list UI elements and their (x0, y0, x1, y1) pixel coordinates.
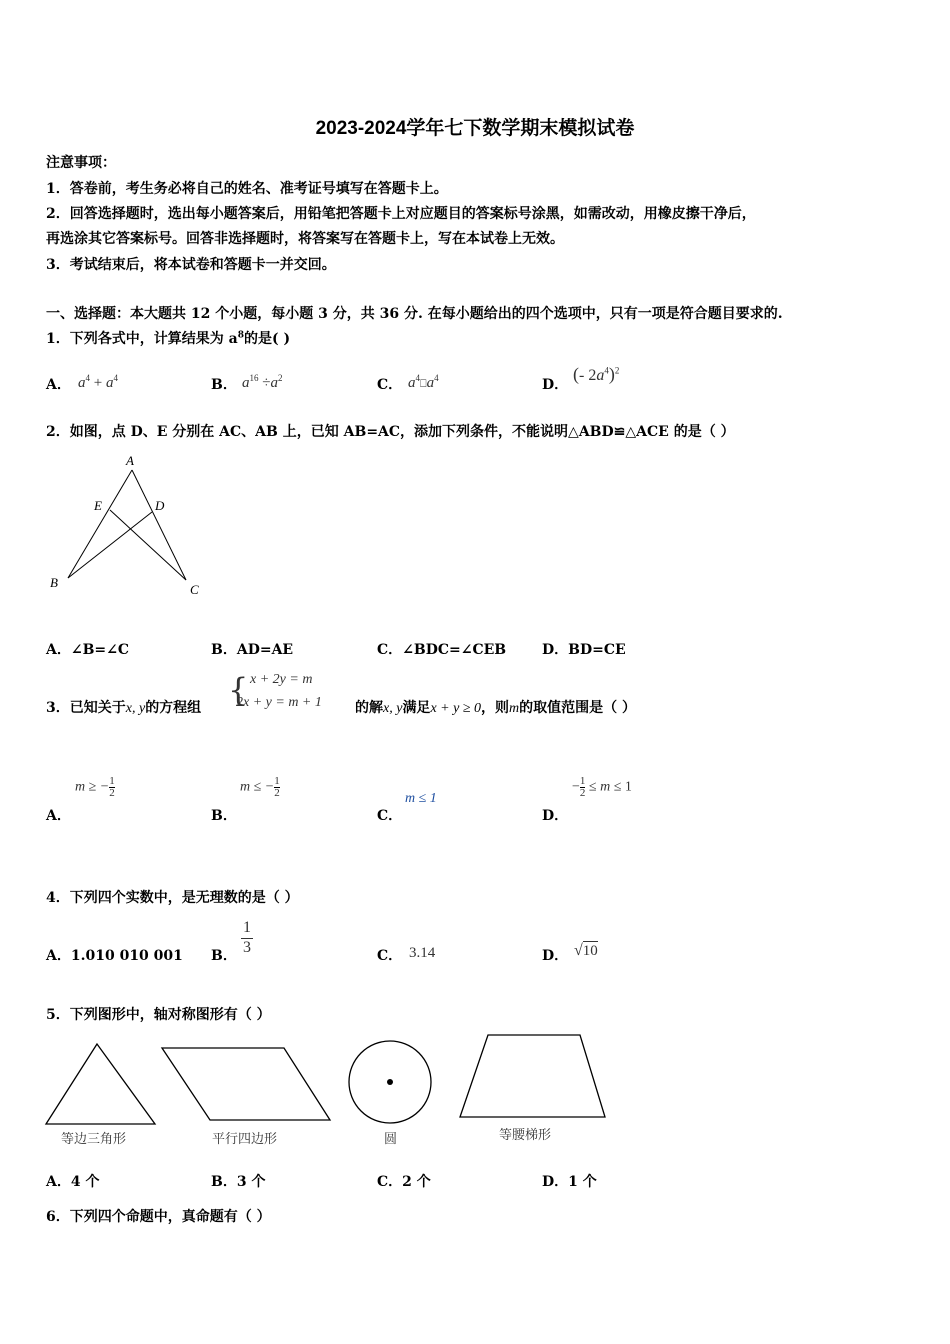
notice-item: 2．回答选择题时，选出每小题答案后，用铅笔把答题卡上对应题目的答案标号涂黑，如需改动，用橡皮擦干净后， (46, 206, 756, 222)
q4-option-b-label: B． (211, 948, 237, 964)
question-1-stem: 1．下列各式中，计算结果为 $a^8$的是( ) (46, 330, 291, 347)
question-3-stem: 3．已知关于x, y的方程组 (46, 700, 202, 716)
q3-option-c-expression: m ≤ 1 (405, 791, 437, 806)
q4-option-c-value: 3.14 (409, 945, 436, 961)
q3-option-d-label: D． (542, 808, 569, 824)
q1-option-a-expression: $a^4 + a^4$ (78, 373, 118, 391)
q4-option-b-fraction: 1 3 (243, 919, 251, 956)
q3-option-d-expression: − $\frac{1}{2}$ ≤ m ≤ 1 (572, 775, 632, 799)
q1-option-b-label: B． (211, 377, 237, 393)
q4-option-d-sqrt: √10 (574, 942, 598, 959)
q2-option-c: C．∠BDC=∠CEB (377, 642, 507, 658)
side-ab (68, 470, 132, 578)
notice-item: 再选涂其它答案标号。回答非选择题时，将答案写在答题卡上，写在本试卷上无效。 (46, 231, 564, 247)
question-6-stem: 6．下列四个命题中，真命题有（ ） (46, 1209, 271, 1225)
shape-label-parallelogram: 平行四边形 (212, 1132, 278, 1147)
q3-option-c-label: C． (377, 808, 403, 824)
q1-option-b-expression: $a^{16} \div a^2$ (242, 373, 283, 391)
question-4-stem: 4．下列四个实数中，是无理数的是（ ） (46, 890, 299, 906)
q3-option-b-label: B． (211, 808, 237, 824)
shape-label-circle: 圆 (384, 1132, 398, 1147)
q2-option-b: B．AD=AE (211, 642, 294, 658)
q3-option-a-expression: m ≥ − $\frac{1}{2}$ (75, 775, 115, 799)
vertex-label-b: B (50, 575, 58, 590)
circle-center-dot (387, 1079, 393, 1085)
q3-option-b-expression: m ≤ − $\frac{1}{2}$ (240, 775, 280, 799)
q1-option-d-label: D． (542, 377, 569, 393)
q4-option-c-label: C． (377, 948, 403, 964)
q2-option-a: A．∠B=∠C (46, 642, 130, 658)
q3-option-a-label: A． (46, 808, 71, 824)
page-title: 2023-2024学年七下数学期末模拟试卷 (315, 118, 635, 139)
shape-label-trapezoid: 等腰梯形 (499, 1128, 552, 1143)
notice-heading: 注意事项： (46, 155, 116, 171)
q4-option-a: A．1.010 010 001 (46, 948, 183, 964)
q1-option-a-label: A． (46, 377, 71, 393)
q2-option-d: D．BD=CE (542, 642, 626, 658)
question-3-stem-tail: 的解x, y满足x + y ≥ 0，则m的取值范围是（ ） (355, 700, 636, 716)
question-5-stem: 5．下列图形中，轴对称图形有（ ） (46, 1007, 271, 1023)
system-equation-1: x + 2y = m (250, 672, 313, 687)
notice-item: 3．考试结束后，将本试卷和答题卡一并交回。 (46, 257, 336, 273)
vertex-label-a: A (126, 453, 134, 468)
segment-bd (68, 512, 152, 578)
q5-option-c: C．2 个 (377, 1174, 431, 1190)
q4-option-d-label: D． (542, 948, 569, 964)
q5-option-b: B．3 个 (211, 1174, 266, 1190)
section-heading: 一、选择题：本大题共 12 个小题，每小题 3 分，共 36 分. 在每小题给出的四个选项中，只有一项是符合题目要求的. (46, 306, 783, 322)
equilateral-triangle-shape (46, 1044, 155, 1124)
q1-option-d-expression: (- $2a^4)^2$ (573, 364, 620, 384)
shape-label-triangle: 等边三角形 (61, 1132, 127, 1147)
isosceles-trapezoid-shape (460, 1035, 605, 1117)
q5-option-d: D．1 个 (542, 1174, 597, 1190)
q5-option-a: A．4 个 (46, 1174, 100, 1190)
vertex-label-d: D (155, 498, 165, 513)
notice-item: 1．答卷前，考生务必将自己的姓名、准考证号填写在答题卡上。 (46, 181, 448, 197)
q1-option-c-label: C． (377, 377, 403, 393)
system-equation-2: 2x + y = m + 1 (236, 695, 322, 710)
vertex-label-c: C (190, 582, 199, 597)
vertex-label-e: E (94, 498, 102, 513)
side-ac (132, 470, 186, 580)
triangle-figure (44, 450, 214, 600)
q1-option-c-expression: $a^4⎕a^4$ (408, 373, 439, 391)
segment-ce (110, 510, 186, 580)
parallelogram-shape (162, 1048, 330, 1120)
question-2-stem: 2．如图，点 D、E 分别在 AC、AB 上，已知 AB=AC，添加下列条件，不能说明△ABD≌△ACE 的是（ ） (46, 424, 735, 440)
system-brace: { (228, 671, 249, 709)
